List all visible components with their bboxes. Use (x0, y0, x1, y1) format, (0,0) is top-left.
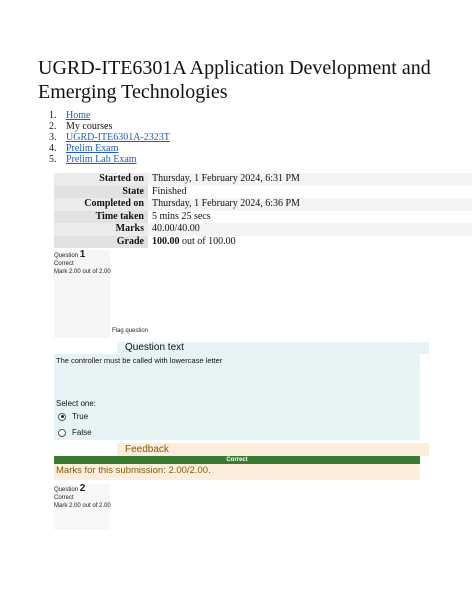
breadcrumb (49, 110, 170, 165)
option-false-label: False (72, 428, 92, 437)
breadcrumb-item-my-courses: 2. My courses (49, 121, 113, 132)
option-true-label: True (72, 412, 89, 421)
page-title: UGRD-ITE6301A Application Development and Emerging Technologies (38, 57, 431, 103)
select-one-label: Select one: (56, 399, 97, 408)
breadcrumb-item-prelim-lab-exam[interactable]: 5. Prelim Lab Exam (49, 154, 137, 165)
question-1-mark: Mark 2.00 out of 2.00 (54, 269, 111, 275)
breadcrumb-link-prelim-lab-exam[interactable]: Prelim Lab Exam (66, 154, 137, 165)
question-1-content (54, 354, 420, 440)
option-false[interactable] (58, 428, 92, 437)
breadcrumb-text-my-courses: My courses (66, 121, 113, 132)
summary-row-grade: Grade 100.00 out of 100.00 (54, 236, 472, 249)
question-1-number: 1 (79, 249, 86, 260)
attempt-summary-table (54, 173, 472, 248)
question-2-prefix: Question (54, 487, 79, 493)
summary-row-marks: Marks 40.00/40.00 (54, 223, 472, 236)
breadcrumb-link-home[interactable]: Home (66, 110, 91, 121)
question-2-state: Correct (54, 495, 74, 501)
question-2-number: 2 (79, 483, 86, 494)
radio-unselected-icon[interactable] (58, 429, 66, 437)
feedback-heading: Feedback (117, 443, 429, 456)
breadcrumb-item-prelim-exam[interactable]: 4. Prelim Exam (49, 143, 119, 154)
breadcrumb-link-course[interactable]: UGRD-ITE6301A-2323T (66, 132, 170, 143)
question-2-info (54, 485, 112, 510)
question-1-text: The controller must be called with lowercase letter (56, 356, 223, 365)
marks-for-submission: Marks for this submission: 2.00/2.00. (54, 464, 420, 480)
breadcrumb-link-prelim-exam[interactable]: Prelim Exam (66, 143, 119, 154)
breadcrumb-item-course[interactable]: 3. UGRD-ITE6301A-2323T (49, 132, 170, 143)
option-true[interactable] (58, 412, 88, 421)
question-1-prefix: Question (54, 253, 79, 259)
correct-status-bar: Correct (54, 456, 420, 464)
flag-question-button[interactable]: Flag question (112, 328, 149, 334)
summary-row-state: State Finished (54, 186, 472, 199)
radio-selected-icon[interactable] (58, 413, 66, 421)
grade-value: 100.00 (152, 235, 180, 247)
question-2-mark: Mark 2.00 out of 2.00 (54, 503, 111, 509)
summary-row-completed-on: Completed on Thursday, 1 February 2024, 6:36 PM (54, 198, 472, 211)
summary-row-time-taken: Time taken 5 mins 25 secs (54, 211, 472, 224)
question-1-state: Correct (54, 261, 74, 267)
summary-row-started-on: Started on Thursday, 1 February 2024, 6:31 PM (54, 173, 472, 186)
breadcrumb-item-home[interactable]: 1. Home (49, 110, 91, 121)
question-text-heading: Question text (117, 342, 429, 354)
grade-out-of: out of 100.00 (179, 235, 236, 247)
question-1-info (54, 251, 112, 276)
